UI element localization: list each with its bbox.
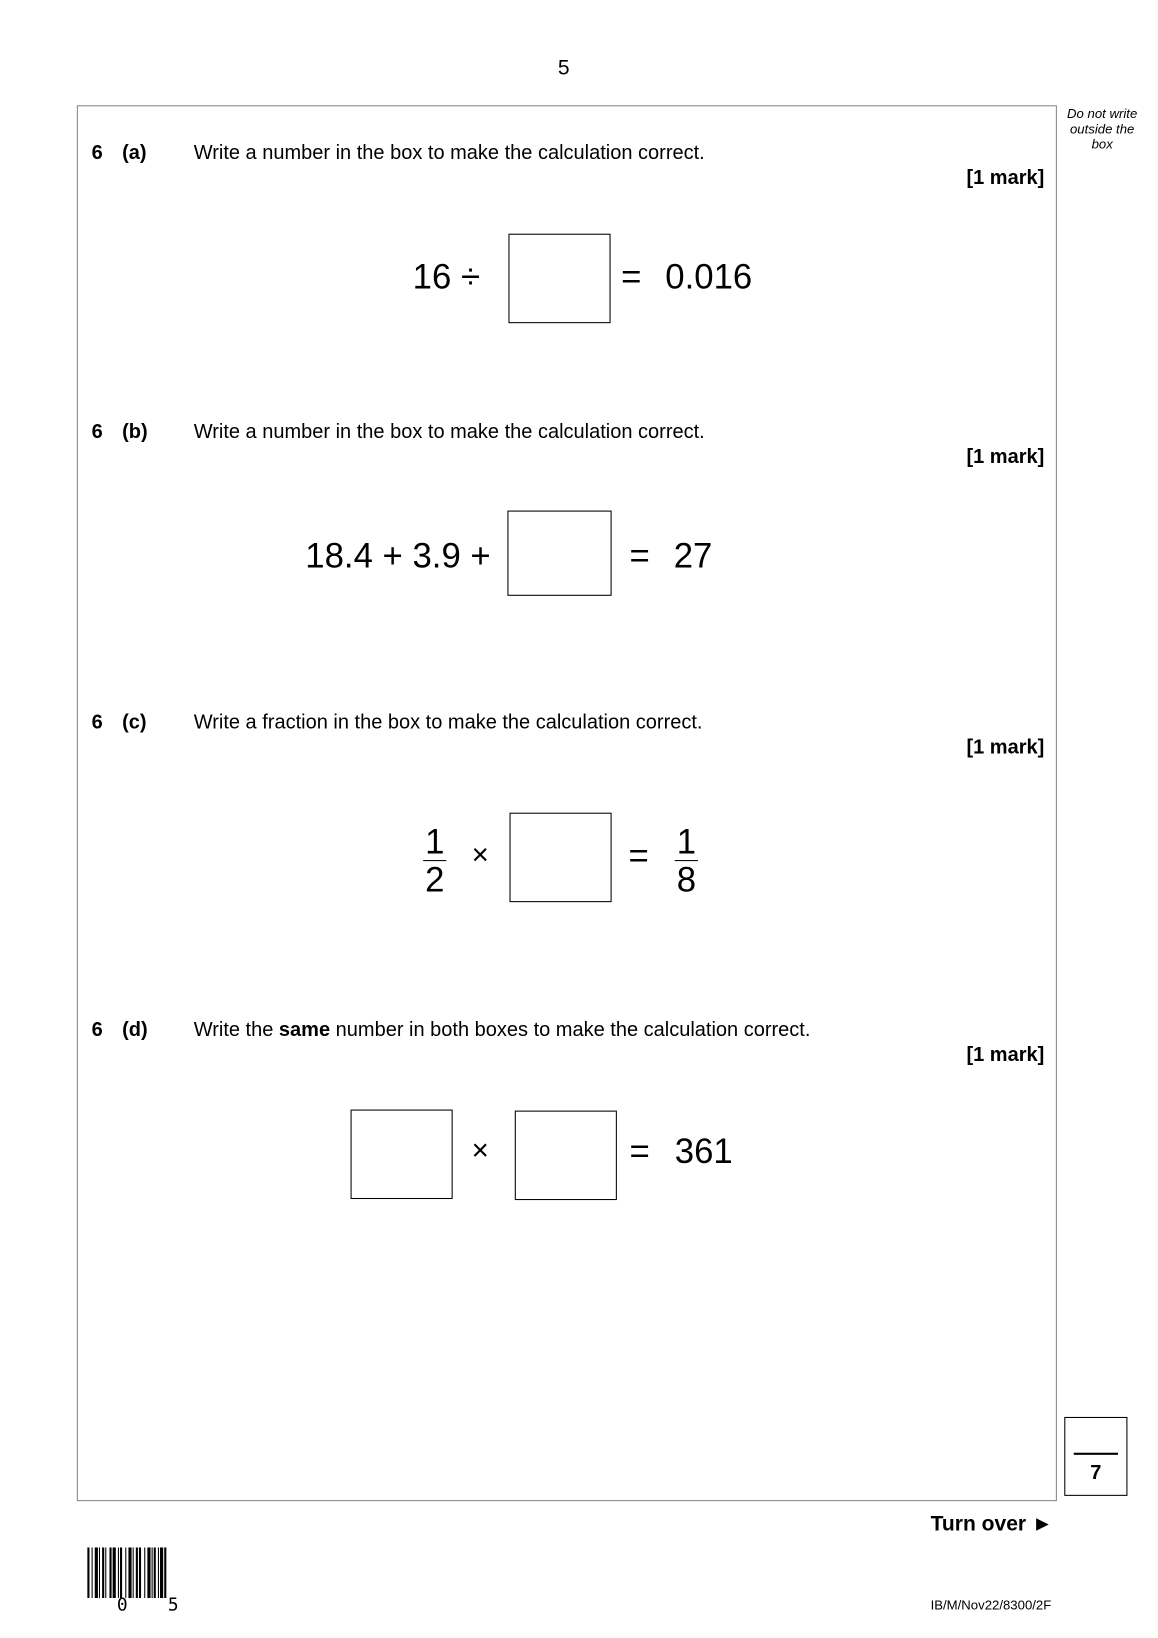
- equation-left: 16 ÷: [412, 256, 481, 296]
- question-text: Write a number in the box to make the calculation correct.: [193, 421, 705, 444]
- question-number: 6: [91, 421, 103, 444]
- emphasis-text: same: [278, 1019, 331, 1042]
- mark-label: [1 mark]: [966, 1044, 1045, 1067]
- page-total-box: [1064, 1417, 1127, 1496]
- equals-sign: =: [629, 1131, 650, 1171]
- text-segment: number in both boxes to make the calculation correct.: [330, 1019, 811, 1042]
- page-number: 5: [557, 56, 570, 81]
- mark-label: [1 mark]: [966, 167, 1045, 190]
- question-text: [194, 1019, 811, 1042]
- answer-box[interactable]: [507, 511, 611, 596]
- question-part: (d): [122, 1019, 148, 1042]
- question-text: Write a fraction in the box to make the calculation correct.: [193, 711, 703, 734]
- barcode-digits: 0 5: [116, 1594, 194, 1616]
- question-text: Write a number in the box to make the calculation correct.: [193, 142, 705, 165]
- text-segment: Write the: [193, 1019, 279, 1042]
- answer-box-2[interactable]: [515, 1111, 617, 1200]
- question-part: (b): [122, 421, 148, 444]
- equation-right: 361: [674, 1131, 733, 1171]
- equals-sign: =: [621, 256, 642, 296]
- denominator: 8: [676, 860, 697, 900]
- answer-box[interactable]: [508, 234, 610, 323]
- question-number: 6: [91, 1019, 103, 1042]
- mark-label: [1 mark]: [966, 446, 1045, 469]
- fraction-right: [675, 822, 698, 900]
- equals-sign: =: [629, 535, 650, 575]
- barcode: [87, 1547, 192, 1598]
- equation-right: 27: [673, 535, 713, 575]
- margin-note: Do not write outside the box: [1067, 106, 1138, 152]
- answer-box[interactable]: [510, 813, 612, 902]
- question-number: 6: [91, 142, 103, 165]
- mark-label: [1 mark]: [966, 736, 1045, 759]
- paper-code: IB/M/Nov22/8300/2F: [930, 1597, 1052, 1613]
- equation-right: 0.016: [665, 256, 753, 296]
- fraction-left: [423, 822, 446, 900]
- numerator: 1: [676, 822, 697, 862]
- times-sign: ×: [471, 1133, 489, 1167]
- question-part: (a): [122, 142, 147, 165]
- times-sign: ×: [471, 837, 489, 871]
- numerator: 1: [425, 822, 445, 862]
- question-part: (c): [122, 711, 147, 734]
- turn-over-label: Turn over ►: [930, 1512, 1053, 1536]
- total-line: [1074, 1453, 1118, 1455]
- question-number: 6: [91, 711, 103, 734]
- answer-box-1[interactable]: [351, 1110, 453, 1199]
- equals-sign: =: [628, 835, 649, 875]
- denominator: 2: [425, 860, 445, 900]
- total-marks: 7: [1090, 1462, 1102, 1485]
- equation-left: 18.4 + 3.9 +: [305, 535, 491, 575]
